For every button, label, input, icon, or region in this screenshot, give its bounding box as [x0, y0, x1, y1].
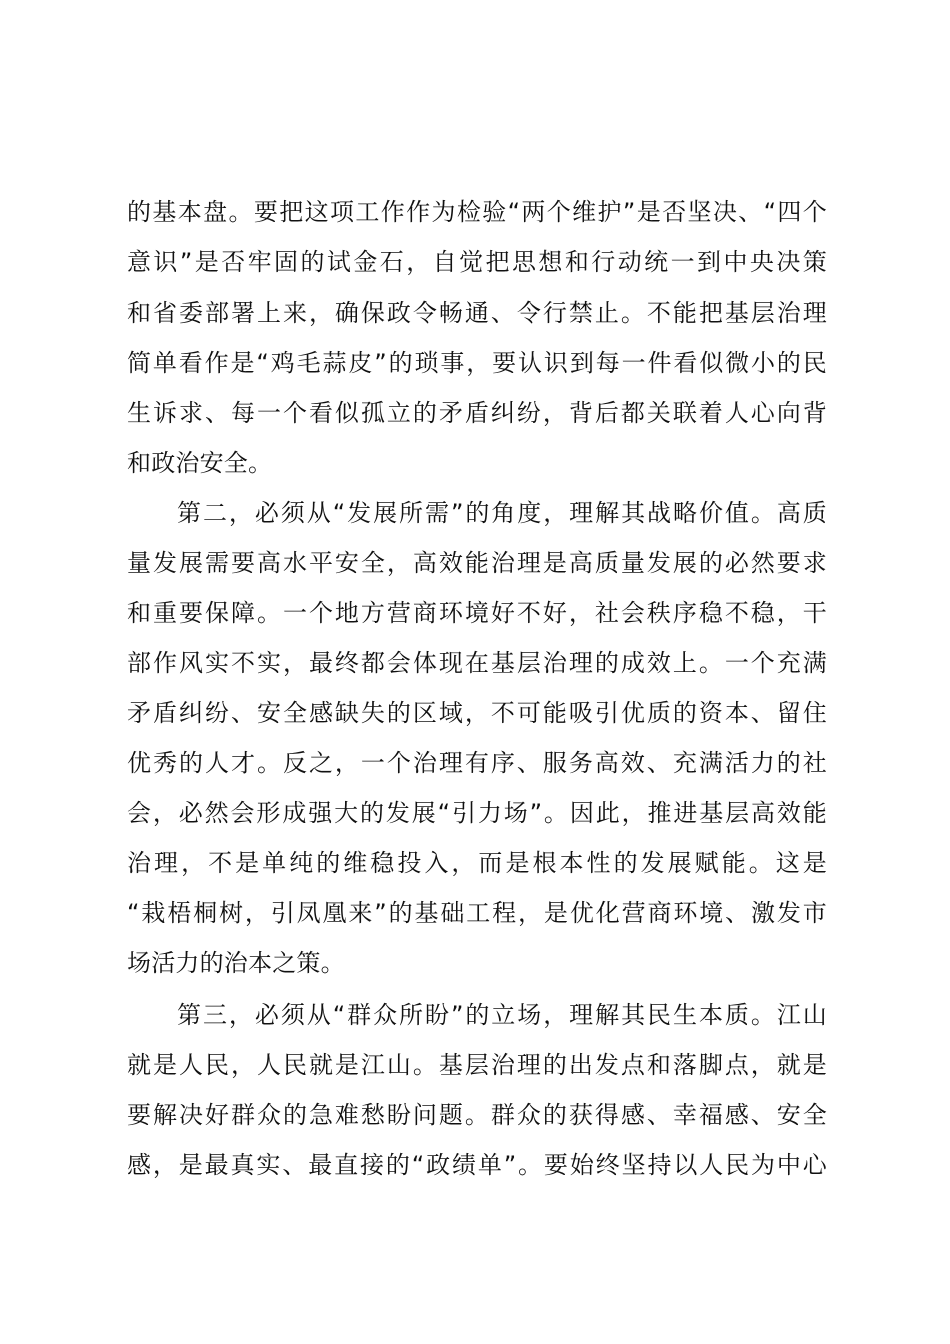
text-line: 要解决好群众的急难愁盼问题。群众的获得感、幸福感、安全: [127, 1101, 827, 1129]
text-line: “栽梧桐树，引凤凰来”的基础工程，是优化营商环境、激发市: [127, 899, 827, 927]
text-line: 和省委部署上来，确保政令畅通、令行禁止。不能把基层治理: [127, 299, 827, 327]
text-line: 简单看作是“鸡毛蒜皮”的琐事，要认识到每一件看似微小的民: [127, 349, 827, 377]
text-line: 量发展需要高水平安全，高效能治理是高质量发展的必然要求: [127, 549, 827, 577]
text-line: 会，必然会形成强大的发展“引力场”。因此，推进基层高效能: [127, 799, 827, 827]
text-line: 场活力的治本之策。: [127, 949, 345, 977]
text-line: 生诉求、每一个看似孤立的矛盾纠纷，背后都关联着人心向背: [127, 399, 827, 427]
text-line: 部作风实不实，最终都会体现在基层治理的成效上。一个充满: [127, 649, 827, 677]
text-line: 治理，不是单纯的维稳投入，而是根本性的发展赋能。这是: [127, 849, 827, 877]
text-line: 优秀的人才。反之，一个治理有序、服务高效、充满活力的社: [127, 749, 827, 777]
text-line: 矛盾纠纷、安全感缺失的区域，不可能吸引优质的资本、留住: [127, 699, 827, 727]
text-line: 和重要保障。一个地方营商环境好不好，社会秩序稳不稳，干: [127, 599, 827, 627]
text-line: 和政治安全。: [127, 449, 273, 477]
text-line: 感，是最真实、最直接的“政绩单”。要始终坚持以人民为中心: [127, 1151, 827, 1179]
paragraph-start-line: 第二，必须从“发展所需”的角度，理解其战略价值。高质: [177, 499, 827, 527]
text-line: 的基本盘。要把这项工作作为检验“两个维护”是否坚决、“四个: [127, 198, 827, 226]
text-line: 意识”是否牢固的试金石，自觉把思想和行动统一到中央决策: [127, 248, 827, 276]
text-line: 就是人民，人民就是江山。基层治理的出发点和落脚点，就是: [127, 1051, 827, 1079]
paragraph-start-line: 第三，必须从“群众所盼”的立场，理解其民生本质。江山: [177, 1001, 827, 1029]
